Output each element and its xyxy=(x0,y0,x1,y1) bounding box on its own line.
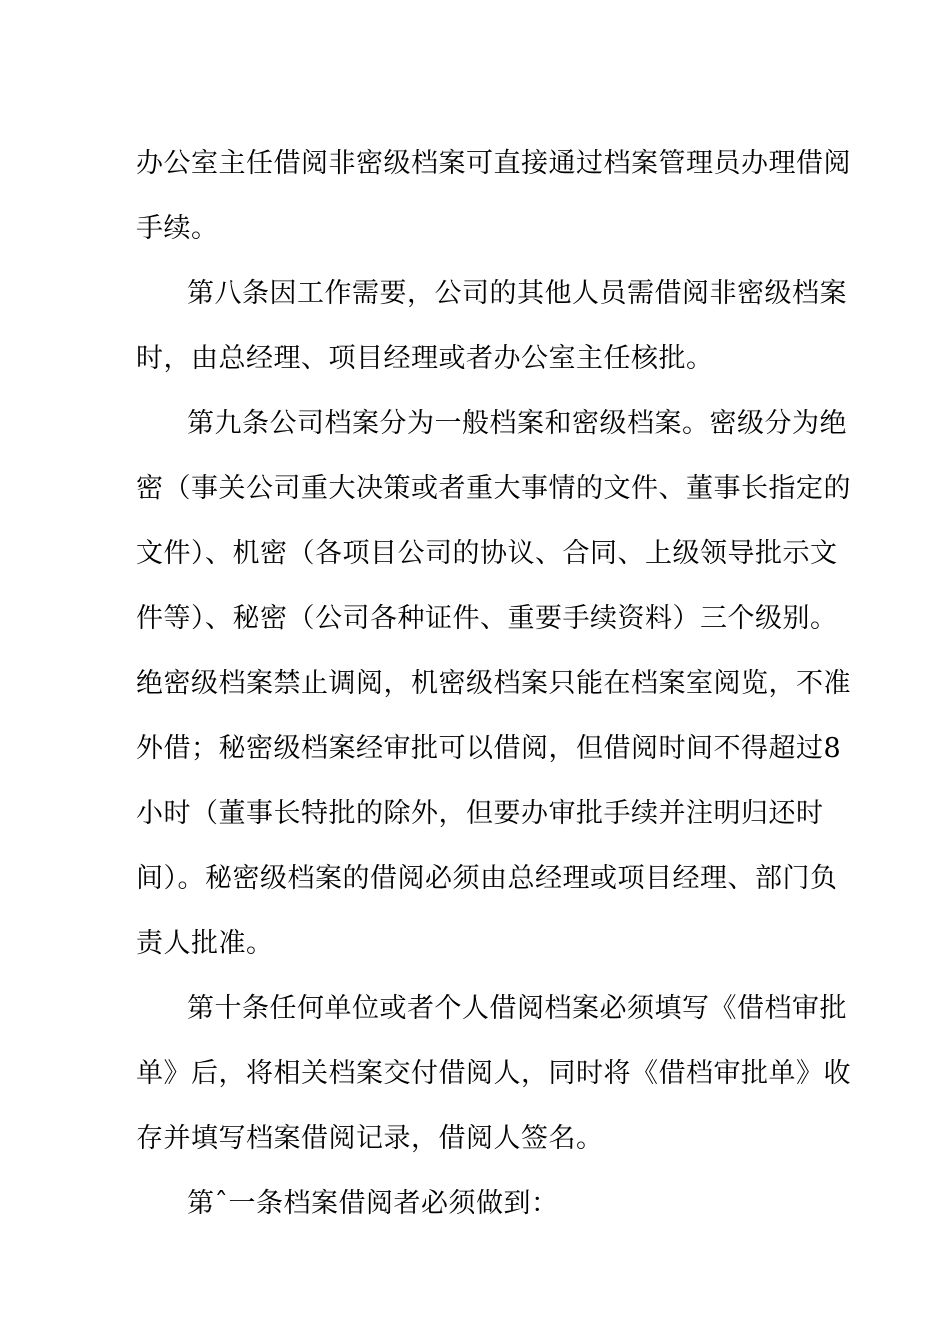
text-line: 手续。 xyxy=(136,213,219,244)
article-8-heading-line: 第八条因工作需要，公司的其他人员需借阅非密级档案 xyxy=(187,278,847,309)
article-10-heading-line: 第十条任何单位或者个人借阅档案必须填写《借档审批 xyxy=(187,993,847,1024)
text-line: 文件）、机密（各项目公司的协议、合同、上级领导批示文 xyxy=(136,538,838,569)
text-line: 办公室主任借阅非密级档案可直接通过档案管理员办理借阅 xyxy=(136,148,851,179)
text-line: 单》后，将相关档案交付借阅人，同时将《借档审批单》收 xyxy=(136,1058,851,1089)
article-9-heading-line: 第九条公司档案分为一般档案和密级档案。密级分为绝 xyxy=(187,408,847,439)
text-line: 小时（董事长特批的除外，但要办审批手续并注明归还时 xyxy=(136,798,824,829)
text-line: 间）。秘密级档案的借阅必须由总经理或项目经理、部门负 xyxy=(136,863,838,894)
text-line: 责人批准。 xyxy=(136,928,274,959)
text-line: 时，由总经理、项目经理或者办公室主任核批。 xyxy=(136,343,714,374)
text-line: 外借；秘密级档案经审批可以借阅，但借阅时间不得超过8 xyxy=(136,733,842,764)
article-11-heading-line: 第ˆ一条档案借阅者必须做到： xyxy=(187,1188,559,1219)
text-line: 密（事关公司重大决策或者重大事情的文件、董事长指定的 xyxy=(136,473,851,504)
text-line: 存并填写档案借阅记录，借阅人签名。 xyxy=(136,1123,604,1154)
text-line: 绝密级档案禁止调阅，机密级档案只能在档案室阅览，不准 xyxy=(136,668,851,699)
text-line: 件等）、秘密（公司各种证件、重要手续资料）三个级别。 xyxy=(136,603,838,634)
